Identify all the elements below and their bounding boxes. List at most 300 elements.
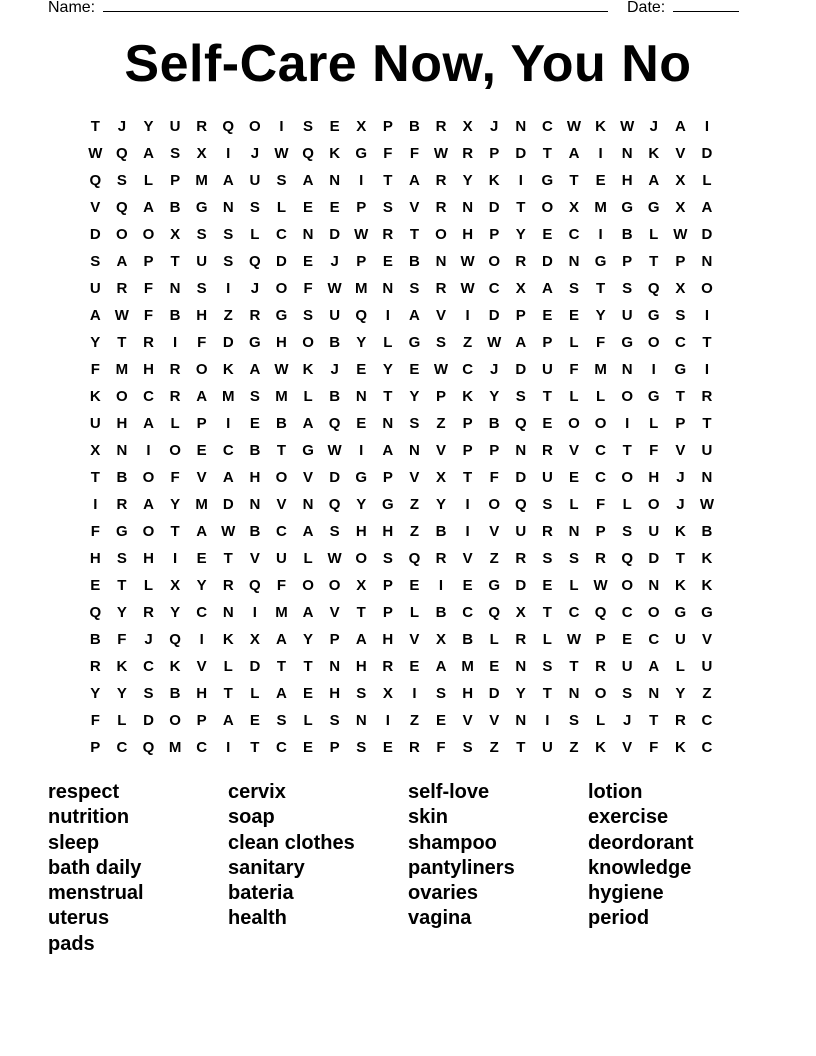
grid-letter[interactable]: L — [569, 334, 579, 351]
grid-letter[interactable]: N — [515, 658, 527, 675]
grid-letter[interactable]: P — [382, 604, 393, 621]
grid-letter[interactable]: B — [409, 118, 420, 135]
grid-letter[interactable]: I — [651, 361, 656, 378]
grid-letter[interactable]: Y — [409, 388, 420, 405]
grid-letter[interactable]: A — [302, 604, 314, 621]
grid-letter[interactable]: S — [249, 199, 260, 216]
grid-letter[interactable]: G — [355, 469, 368, 486]
grid-letter[interactable]: D — [222, 334, 234, 351]
grid-letter[interactable]: P — [143, 253, 154, 270]
grid-letter[interactable]: G — [249, 334, 261, 351]
grid-letter[interactable]: U — [701, 658, 713, 675]
grid-letter[interactable]: X — [436, 469, 447, 486]
grid-letter[interactable]: S — [116, 172, 127, 189]
grid-letter[interactable]: R — [143, 334, 154, 351]
grid-letter[interactable]: T — [542, 604, 552, 621]
grid-letter[interactable]: T — [223, 550, 233, 567]
grid-letter[interactable]: O — [647, 334, 660, 351]
grid-letter[interactable]: U — [515, 523, 527, 540]
grid-letter[interactable]: C — [595, 469, 606, 486]
grid-letter[interactable]: E — [249, 415, 260, 432]
grid-letter[interactable]: V — [436, 307, 447, 324]
grid-letter[interactable]: I — [625, 415, 630, 432]
grid-letter[interactable]: L — [303, 388, 313, 405]
grid-letter[interactable]: K — [488, 172, 500, 189]
grid-letter[interactable]: A — [222, 712, 234, 729]
grid-letter[interactable]: Y — [515, 685, 526, 702]
grid-letter[interactable]: Q — [408, 550, 421, 567]
grid-letter[interactable]: O — [302, 334, 314, 351]
grid-letter[interactable]: Y — [170, 496, 181, 513]
grid-letter[interactable]: Y — [462, 172, 473, 189]
grid-letter[interactable]: G — [647, 388, 660, 405]
grid-letter[interactable]: K — [222, 631, 234, 648]
grid-letter[interactable]: D — [541, 253, 553, 270]
grid-letter[interactable]: Q — [222, 118, 235, 135]
grid-letter[interactable]: X — [462, 118, 473, 135]
grid-letter[interactable]: P — [382, 118, 393, 135]
grid-letter[interactable]: E — [356, 415, 367, 432]
grid-letter[interactable]: D — [249, 658, 261, 675]
grid-letter[interactable]: P — [329, 739, 340, 756]
grid-letter[interactable]: Y — [515, 226, 526, 243]
grid-letter[interactable]: L — [250, 685, 260, 702]
grid-letter[interactable]: I — [598, 226, 603, 243]
grid-letter[interactable]: J — [250, 280, 260, 297]
grid-letter[interactable]: V — [462, 550, 473, 567]
grid-letter[interactable]: P — [382, 469, 393, 486]
grid-letter[interactable]: H — [382, 523, 394, 540]
grid-letter[interactable]: X — [170, 577, 181, 594]
grid-letter[interactable]: B — [435, 523, 447, 540]
grid-letter[interactable]: C — [196, 604, 208, 621]
grid-letter[interactable]: O — [568, 415, 580, 432]
grid-letter[interactable]: S — [436, 685, 447, 702]
grid-letter[interactable]: T — [356, 604, 366, 621]
grid-letter[interactable]: H — [196, 307, 208, 324]
grid-letter[interactable]: D — [143, 712, 154, 729]
grid-letter[interactable]: B — [89, 631, 101, 648]
grid-letter[interactable]: Q — [594, 604, 607, 621]
grid-letter[interactable]: I — [598, 145, 603, 162]
grid-letter[interactable]: H — [143, 361, 154, 378]
grid-letter[interactable]: Q — [355, 307, 368, 324]
grid-letter[interactable]: A — [541, 280, 553, 297]
grid-letter[interactable]: Y — [116, 685, 127, 702]
grid-letter[interactable]: J — [676, 469, 685, 486]
grid-letter[interactable]: G — [408, 334, 421, 351]
grid-letter[interactable]: R — [382, 658, 394, 675]
grid-letter[interactable]: U — [249, 172, 261, 189]
grid-letter[interactable]: R — [249, 307, 261, 324]
grid-letter[interactable]: O — [169, 712, 181, 729]
grid-letter[interactable]: R — [116, 280, 128, 297]
grid-letter[interactable]: R — [382, 226, 394, 243]
grid-letter[interactable]: L — [143, 172, 154, 189]
grid-letter[interactable]: C — [462, 361, 474, 378]
grid-letter[interactable]: Y — [196, 577, 207, 594]
grid-letter[interactable]: Y — [436, 496, 447, 513]
grid-letter[interactable]: C — [674, 334, 686, 351]
grid-letter[interactable]: R — [435, 280, 447, 297]
grid-letter[interactable]: O — [541, 199, 554, 216]
grid-letter[interactable]: Z — [463, 334, 473, 351]
grid-letter[interactable]: L — [569, 388, 579, 405]
grid-letter[interactable]: R — [515, 631, 527, 648]
grid-letter[interactable]: A — [302, 172, 314, 189]
grid-letter[interactable]: G — [621, 199, 633, 216]
grid-letter[interactable]: G — [647, 199, 660, 216]
grid-letter[interactable]: V — [462, 712, 473, 729]
grid-letter[interactable]: A — [435, 658, 447, 675]
grid-letter[interactable]: E — [409, 577, 420, 594]
grid-letter[interactable]: I — [226, 280, 231, 297]
grid-letter[interactable]: W — [327, 280, 342, 297]
grid-letter[interactable]: Q — [89, 172, 102, 189]
grid-letter[interactable]: S — [329, 523, 340, 540]
grid-letter[interactable]: W — [487, 334, 502, 351]
grid-letter[interactable]: S — [143, 685, 154, 702]
grid-letter[interactable]: H — [382, 631, 394, 648]
grid-letter[interactable]: S — [622, 280, 633, 297]
grid-letter[interactable]: T — [649, 712, 659, 729]
grid-letter[interactable]: A — [143, 199, 154, 216]
grid-letter[interactable]: N — [355, 712, 367, 729]
grid-letter[interactable]: T — [702, 334, 712, 351]
grid-letter[interactable]: A — [89, 307, 101, 324]
grid-letter[interactable]: G — [488, 577, 501, 594]
grid-letter[interactable]: B — [488, 415, 500, 432]
grid-letter[interactable]: T — [117, 334, 127, 351]
grid-letter[interactable]: P — [675, 415, 686, 432]
grid-letter[interactable]: F — [595, 334, 606, 351]
grid-letter[interactable]: W — [620, 118, 635, 135]
grid-letter[interactable]: G — [355, 145, 368, 162]
grid-letter[interactable]: S — [329, 712, 340, 729]
grid-letter[interactable]: F — [489, 469, 499, 486]
grid-letter[interactable]: P — [382, 577, 393, 594]
grid-letter[interactable]: R — [595, 658, 606, 675]
grid-letter[interactable]: H — [143, 550, 154, 567]
grid-letter[interactable]: E — [568, 469, 579, 486]
grid-letter[interactable]: Y — [382, 361, 393, 378]
grid-letter[interactable]: L — [170, 415, 180, 432]
grid-letter[interactable]: N — [222, 604, 234, 621]
grid-letter[interactable]: E — [196, 550, 207, 567]
grid-letter[interactable]: I — [226, 145, 231, 162]
grid-letter[interactable]: P — [489, 442, 500, 459]
grid-letter[interactable]: A — [143, 496, 154, 513]
grid-letter[interactable]: V — [196, 469, 207, 486]
grid-letter[interactable]: X — [196, 145, 207, 162]
grid-letter[interactable]: D — [488, 685, 500, 702]
grid-letter[interactable]: E — [303, 685, 314, 702]
grid-letter[interactable]: Y — [116, 604, 127, 621]
grid-letter[interactable]: H — [621, 172, 633, 189]
grid-letter[interactable]: A — [382, 442, 394, 459]
grid-letter[interactable]: R — [196, 118, 208, 135]
grid-letter[interactable]: C — [196, 739, 208, 756]
grid-letter[interactable]: O — [355, 550, 368, 567]
grid-letter[interactable]: F — [276, 577, 287, 594]
grid-letter[interactable]: B — [329, 334, 341, 351]
grid-letter[interactable]: P — [622, 253, 633, 270]
grid-letter[interactable]: M — [195, 172, 208, 189]
grid-letter[interactable]: D — [515, 145, 527, 162]
grid-letter[interactable]: S — [382, 199, 393, 216]
grid-letter[interactable]: N — [648, 577, 660, 594]
grid-letter[interactable]: T — [90, 118, 100, 135]
grid-letter[interactable]: L — [702, 172, 712, 189]
name-blank[interactable] — [103, 11, 608, 12]
grid-letter[interactable]: O — [116, 388, 128, 405]
grid-letter[interactable]: J — [490, 361, 499, 378]
grid-letter[interactable]: B — [169, 685, 181, 702]
grid-letter[interactable]: Y — [170, 604, 181, 621]
grid-letter[interactable]: L — [649, 226, 659, 243]
grid-letter[interactable]: O — [249, 118, 261, 135]
grid-letter[interactable]: E — [568, 307, 579, 324]
grid-letter[interactable]: L — [649, 415, 659, 432]
grid-letter[interactable]: Y — [143, 118, 154, 135]
grid-letter[interactable]: F — [170, 469, 180, 486]
grid-letter[interactable]: T — [303, 658, 313, 675]
grid-letter[interactable]: O — [275, 280, 288, 297]
grid-letter[interactable]: A — [143, 145, 154, 162]
grid-letter[interactable]: S — [223, 226, 234, 243]
grid-letter[interactable]: L — [409, 604, 419, 621]
grid-letter[interactable]: S — [356, 739, 367, 756]
grid-letter[interactable]: R — [515, 253, 527, 270]
grid-letter[interactable]: B — [116, 469, 128, 486]
grid-letter[interactable]: H — [355, 523, 367, 540]
grid-letter[interactable]: S — [276, 172, 287, 189]
grid-letter[interactable]: K — [222, 361, 234, 378]
grid-letter[interactable]: C — [488, 280, 500, 297]
grid-letter[interactable]: S — [462, 739, 473, 756]
grid-letter[interactable]: J — [623, 712, 632, 729]
grid-letter[interactable]: A — [674, 118, 686, 135]
grid-letter[interactable]: K — [595, 739, 606, 756]
grid-letter[interactable]: N — [435, 253, 447, 270]
grid-letter[interactable]: T — [675, 388, 685, 405]
grid-letter[interactable]: E — [595, 172, 606, 189]
grid-letter[interactable]: B — [462, 631, 474, 648]
grid-letter[interactable]: X — [249, 631, 260, 648]
grid-letter[interactable]: H — [329, 685, 341, 702]
grid-letter[interactable]: N — [648, 685, 660, 702]
grid-letter[interactable]: X — [675, 172, 686, 189]
date-blank[interactable] — [673, 11, 739, 12]
grid-letter[interactable]: N — [515, 442, 527, 459]
grid-letter[interactable]: I — [252, 604, 257, 621]
grid-letter[interactable]: V — [249, 550, 260, 567]
grid-letter[interactable]: A — [196, 388, 208, 405]
grid-letter[interactable]: K — [116, 658, 128, 675]
grid-letter[interactable]: U — [276, 550, 287, 567]
grid-letter[interactable]: L — [143, 577, 154, 594]
grid-letter[interactable]: R — [409, 739, 420, 756]
grid-letter[interactable]: W — [327, 442, 342, 459]
grid-letter[interactable]: X — [568, 199, 579, 216]
grid-letter[interactable]: D — [701, 145, 713, 162]
grid-letter[interactable]: J — [250, 145, 260, 162]
grid-letter[interactable]: S — [196, 280, 207, 297]
grid-letter[interactable]: W — [354, 226, 369, 243]
grid-letter[interactable]: M — [115, 361, 129, 378]
grid-letter[interactable]: W — [327, 550, 342, 567]
grid-letter[interactable]: F — [649, 442, 659, 459]
grid-letter[interactable]: L — [622, 496, 632, 513]
grid-letter[interactable]: S — [116, 550, 127, 567]
grid-letter[interactable]: W — [221, 523, 236, 540]
grid-letter[interactable]: P — [675, 253, 686, 270]
grid-letter[interactable]: F — [436, 739, 446, 756]
grid-letter[interactable]: S — [436, 334, 447, 351]
grid-letter[interactable]: F — [649, 739, 659, 756]
grid-letter[interactable]: Q — [621, 550, 633, 567]
grid-letter[interactable]: D — [89, 226, 101, 243]
grid-letter[interactable]: X — [675, 199, 686, 216]
grid-letter[interactable]: L — [223, 658, 233, 675]
grid-letter[interactable]: R — [435, 550, 447, 567]
grid-letter[interactable]: S — [90, 253, 101, 270]
grid-letter[interactable]: E — [382, 253, 393, 270]
grid-letter[interactable]: L — [542, 631, 552, 648]
grid-letter[interactable]: L — [489, 631, 499, 648]
grid-letter[interactable]: U — [674, 631, 686, 648]
grid-letter[interactable]: A — [116, 253, 128, 270]
grid-letter[interactable]: T — [90, 469, 100, 486]
grid-letter[interactable]: O — [142, 226, 155, 243]
grid-letter[interactable]: P — [356, 253, 367, 270]
grid-letter[interactable]: H — [462, 226, 474, 243]
grid-letter[interactable]: I — [172, 550, 178, 567]
grid-letter[interactable]: X — [382, 685, 393, 702]
grid-letter[interactable]: D — [515, 361, 527, 378]
grid-letter[interactable]: I — [704, 361, 710, 378]
grid-letter[interactable]: V — [489, 712, 500, 729]
grid-letter[interactable]: X — [436, 631, 447, 648]
grid-letter[interactable]: M — [195, 496, 208, 513]
grid-letter[interactable]: W — [433, 361, 449, 378]
grid-letter[interactable]: B — [249, 523, 261, 540]
grid-letter[interactable]: Q — [328, 496, 341, 513]
grid-letter[interactable]: H — [196, 685, 208, 702]
grid-letter[interactable]: V — [196, 658, 207, 675]
grid-letter[interactable]: L — [383, 334, 393, 351]
grid-letter[interactable]: T — [649, 253, 659, 270]
grid-letter[interactable]: N — [116, 442, 128, 459]
grid-letter[interactable]: F — [409, 145, 419, 162]
grid-letter[interactable]: O — [435, 226, 447, 243]
grid-letter[interactable]: I — [704, 118, 710, 135]
grid-letter[interactable]: Q — [169, 631, 181, 648]
grid-letter[interactable]: R — [701, 388, 713, 405]
grid-letter[interactable]: M — [461, 658, 474, 675]
grid-letter[interactable]: O — [169, 442, 181, 459]
grid-letter[interactable]: S — [515, 388, 526, 405]
grid-letter[interactable]: N — [329, 172, 341, 189]
grid-letter[interactable]: K — [462, 388, 474, 405]
grid-letter[interactable]: X — [515, 280, 526, 297]
grid-letter[interactable]: A — [648, 658, 660, 675]
grid-letter[interactable]: A — [648, 172, 660, 189]
grid-letter[interactable]: F — [303, 280, 313, 297]
grid-letter[interactable]: F — [117, 631, 127, 648]
grid-letter[interactable]: Z — [436, 415, 446, 432]
grid-letter[interactable]: A — [143, 415, 154, 432]
grid-letter[interactable]: A — [701, 199, 713, 216]
grid-letter[interactable]: G — [116, 523, 128, 540]
grid-letter[interactable]: P — [356, 199, 367, 216]
grid-letter[interactable]: E — [542, 577, 553, 594]
grid-letter[interactable]: D — [329, 469, 341, 486]
grid-letter[interactable]: V — [329, 604, 340, 621]
grid-letter[interactable]: A — [276, 685, 287, 702]
grid-letter[interactable]: F — [90, 361, 100, 378]
grid-letter[interactable]: Z — [702, 685, 712, 702]
grid-letter[interactable]: Z — [569, 739, 579, 756]
grid-letter[interactable]: N — [409, 442, 420, 459]
grid-letter[interactable]: E — [622, 631, 633, 648]
grid-letter[interactable]: P — [489, 226, 500, 243]
grid-letter[interactable]: F — [90, 712, 100, 729]
grid-letter[interactable]: U — [196, 253, 208, 270]
grid-letter[interactable]: N — [568, 253, 580, 270]
grid-letter[interactable]: A — [222, 172, 234, 189]
grid-letter[interactable]: T — [675, 550, 685, 567]
grid-letter[interactable]: H — [249, 469, 261, 486]
grid-letter[interactable]: G — [275, 307, 288, 324]
grid-letter[interactable]: K — [89, 388, 101, 405]
grid-letter[interactable]: O — [621, 388, 633, 405]
grid-letter[interactable]: I — [279, 118, 284, 135]
grid-letter[interactable]: V — [409, 469, 420, 486]
grid-letter[interactable]: L — [569, 496, 579, 513]
grid-letter[interactable]: G — [701, 604, 713, 621]
grid-letter[interactable]: H — [648, 469, 660, 486]
grid-letter[interactable]: R — [143, 604, 154, 621]
grid-letter[interactable]: E — [249, 712, 260, 729]
grid-letter[interactable]: V — [303, 469, 314, 486]
grid-letter[interactable]: R — [435, 199, 447, 216]
grid-letter[interactable]: F — [569, 361, 579, 378]
grid-letter[interactable]: D — [488, 307, 500, 324]
grid-letter[interactable]: R — [595, 550, 606, 567]
grid-letter[interactable]: N — [382, 415, 394, 432]
grid-letter[interactable]: C — [143, 388, 154, 405]
grid-letter[interactable]: M — [222, 388, 235, 405]
grid-letter[interactable]: C — [143, 658, 154, 675]
grid-letter[interactable]: R — [515, 550, 527, 567]
grid-letter[interactable]: M — [354, 280, 368, 297]
grid-letter[interactable]: E — [409, 361, 420, 378]
grid-letter[interactable]: B — [435, 604, 447, 621]
grid-letter[interactable]: C — [595, 442, 606, 459]
grid-letter[interactable]: S — [622, 523, 633, 540]
grid-letter[interactable]: I — [172, 334, 178, 351]
grid-letter[interactable]: N — [329, 658, 341, 675]
grid-letter[interactable]: O — [594, 685, 607, 702]
grid-letter[interactable]: P — [542, 334, 553, 351]
grid-letter[interactable]: M — [594, 199, 607, 216]
grid-letter[interactable]: B — [249, 442, 261, 459]
grid-letter[interactable]: P — [489, 145, 500, 162]
grid-letter[interactable]: K — [595, 118, 606, 135]
grid-letter[interactable]: R — [462, 145, 474, 162]
grid-letter[interactable]: V — [90, 199, 101, 216]
